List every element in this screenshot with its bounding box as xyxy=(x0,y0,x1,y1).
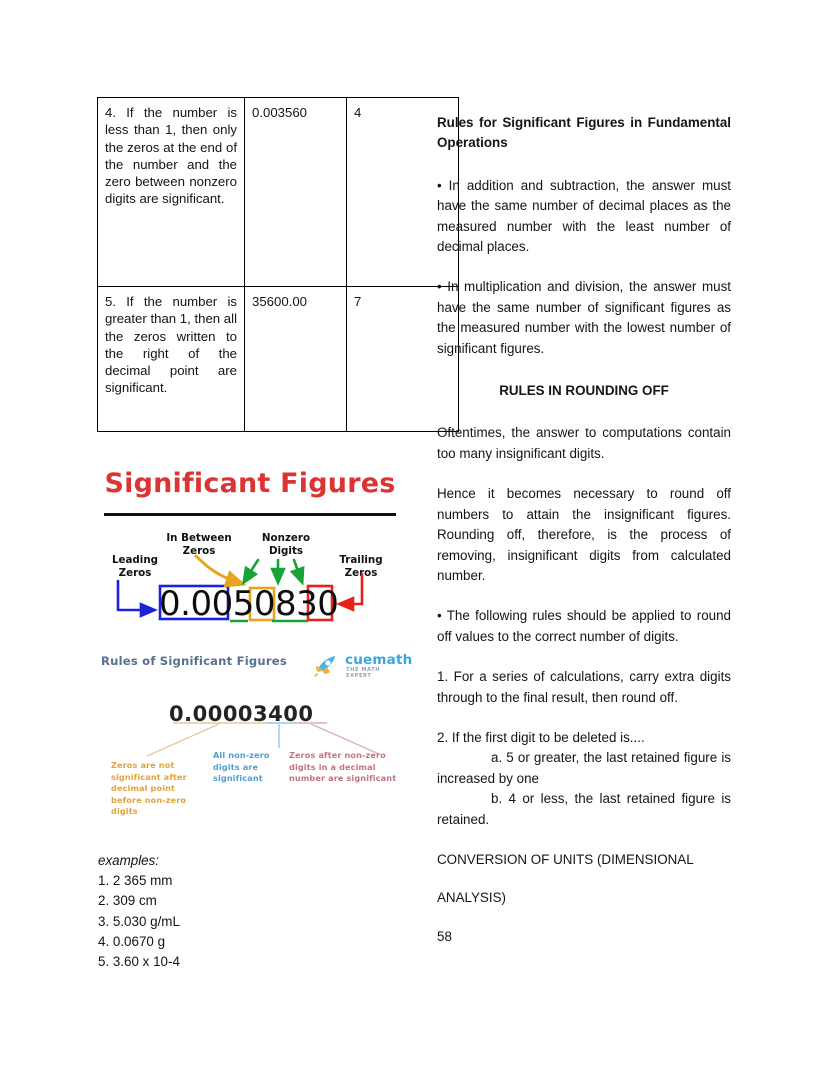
example-number-0-00003400: 0.00003400 xyxy=(169,702,314,726)
spacer xyxy=(437,586,731,606)
cuemath-significant-figures-diagram xyxy=(97,650,413,828)
spacer xyxy=(437,401,731,423)
table-row xyxy=(98,98,459,287)
spacer xyxy=(437,257,731,277)
spacer xyxy=(437,830,731,850)
table-cell-count: 4 xyxy=(347,98,459,287)
cuemath-brand-name: cuemath xyxy=(345,652,413,668)
table-row xyxy=(98,287,459,432)
table-cell-number: 35600.00 xyxy=(245,287,347,432)
spacer xyxy=(437,909,731,927)
spacer xyxy=(437,647,731,667)
trailing-zeros-arrow xyxy=(340,574,362,604)
leader-line-left xyxy=(147,724,219,756)
label-line-1: Leading xyxy=(111,554,159,566)
rounding-rule-2: 2. If the first digit to be deleted is.... xyxy=(437,729,645,745)
table-cell-rule: 4. If the number is less than 1, then only the zeros at the end of the number and the zero between nonzero digits are significant. xyxy=(98,98,245,287)
list-item: 4. 0.0670 g xyxy=(98,933,166,949)
label-line-1: Nonzero xyxy=(261,532,311,544)
table-cell-count: 7 xyxy=(347,287,459,432)
para-oftentimes: Oftentimes, the answer to computations contain too many insignificant digits. xyxy=(437,425,731,461)
in-between-zeros-arrow xyxy=(196,556,242,584)
rounding-rule-1: 1. For a series of calculations, carry extra digits through to the final result, then round off. xyxy=(437,669,731,705)
table-cell-number: 0.003560 xyxy=(245,98,347,287)
conversion-heading-line1: CONVERSION OF UNITS (DIMENSIONAL xyxy=(437,851,694,867)
para-hence: Hence it becomes necessary to round off numbers to attain the insignificant figures. Rounding off, therefore, is the process of removing, insignificant digits from calculated number. xyxy=(437,486,731,583)
significant-figures-diagram xyxy=(100,468,400,640)
label-line-1: In Between xyxy=(166,532,232,544)
examples-list xyxy=(98,851,348,972)
cuemath-diagram-title: Rules of Significant Figures xyxy=(101,654,287,668)
label-line-2: Zeros xyxy=(344,566,378,579)
right-text-column xyxy=(437,113,731,947)
list-item: 1. 2 365 mm xyxy=(98,873,173,889)
cuemath-brand-tagline: THE MATH EXPERT xyxy=(346,667,381,679)
leading-zeros-arrow xyxy=(118,581,154,610)
examples-heading: examples: xyxy=(98,853,160,868)
spacer xyxy=(437,154,731,176)
spacer xyxy=(437,708,731,728)
table-cell-rule: 5. If the number is greater than 1, then all the zeros written to the right of the decimal point are significant. xyxy=(98,287,245,432)
spacer xyxy=(437,870,731,888)
spacer xyxy=(437,359,731,381)
list-item: 5. 3.60 x 10-4 xyxy=(98,954,180,970)
bullet-following-rules: • The following rules should be applied to round off values to the correct number of digits. xyxy=(437,608,731,644)
bullet-addition: • In addition and subtraction, the answer must have the same number of decimal places as the measured number with the least number of decimal places. xyxy=(437,177,731,255)
list-item: 2. 309 cm xyxy=(98,893,157,909)
rounding-off-heading: RULES IN ROUNDING OFF xyxy=(499,383,669,399)
conversion-heading-line2: ANALYSIS) xyxy=(437,890,506,906)
caption-all-nonzero-significant: All non-zero digits are significant xyxy=(213,750,270,784)
rounding-rule-2a: a. 5 or greater, the last retained figure is increased by one xyxy=(437,750,731,786)
significant-figures-rules-table xyxy=(97,97,459,432)
example-number-0-0050830: 0.0050830 xyxy=(159,584,339,624)
label-line-2: Digits xyxy=(268,544,304,557)
caption-leading-zeros-not-significant: Zeros are not significant after decimal point before non-zero digits xyxy=(111,760,187,817)
list-item: 3. 5.030 g/mL xyxy=(98,913,180,929)
diagram-title: Significant Figures xyxy=(104,468,396,499)
bullet-multiplication: • In multiplication and division, the answer must have the same number of significant figures as the measured number with the lowest number of significant figures. xyxy=(437,279,731,356)
nonzero-digit-arrow-1 xyxy=(244,560,258,582)
page-number: 58 xyxy=(437,928,452,944)
spacer xyxy=(437,464,731,484)
label-line-1: Trailing xyxy=(339,554,383,566)
nonzero-digit-arrow-3 xyxy=(294,560,302,582)
label-line-2: Zeros xyxy=(118,566,152,579)
rules-heading: Rules for Significant Figures in Fundamental Operations xyxy=(437,115,731,151)
label-line-2: Zeros xyxy=(182,544,216,557)
caption-trailing-zeros-significant: Zeros after non-zero digits in a decimal number are significant xyxy=(289,750,397,784)
rounding-rule-2b: b. 4 or less, the last retained figure is retained. xyxy=(437,791,731,827)
